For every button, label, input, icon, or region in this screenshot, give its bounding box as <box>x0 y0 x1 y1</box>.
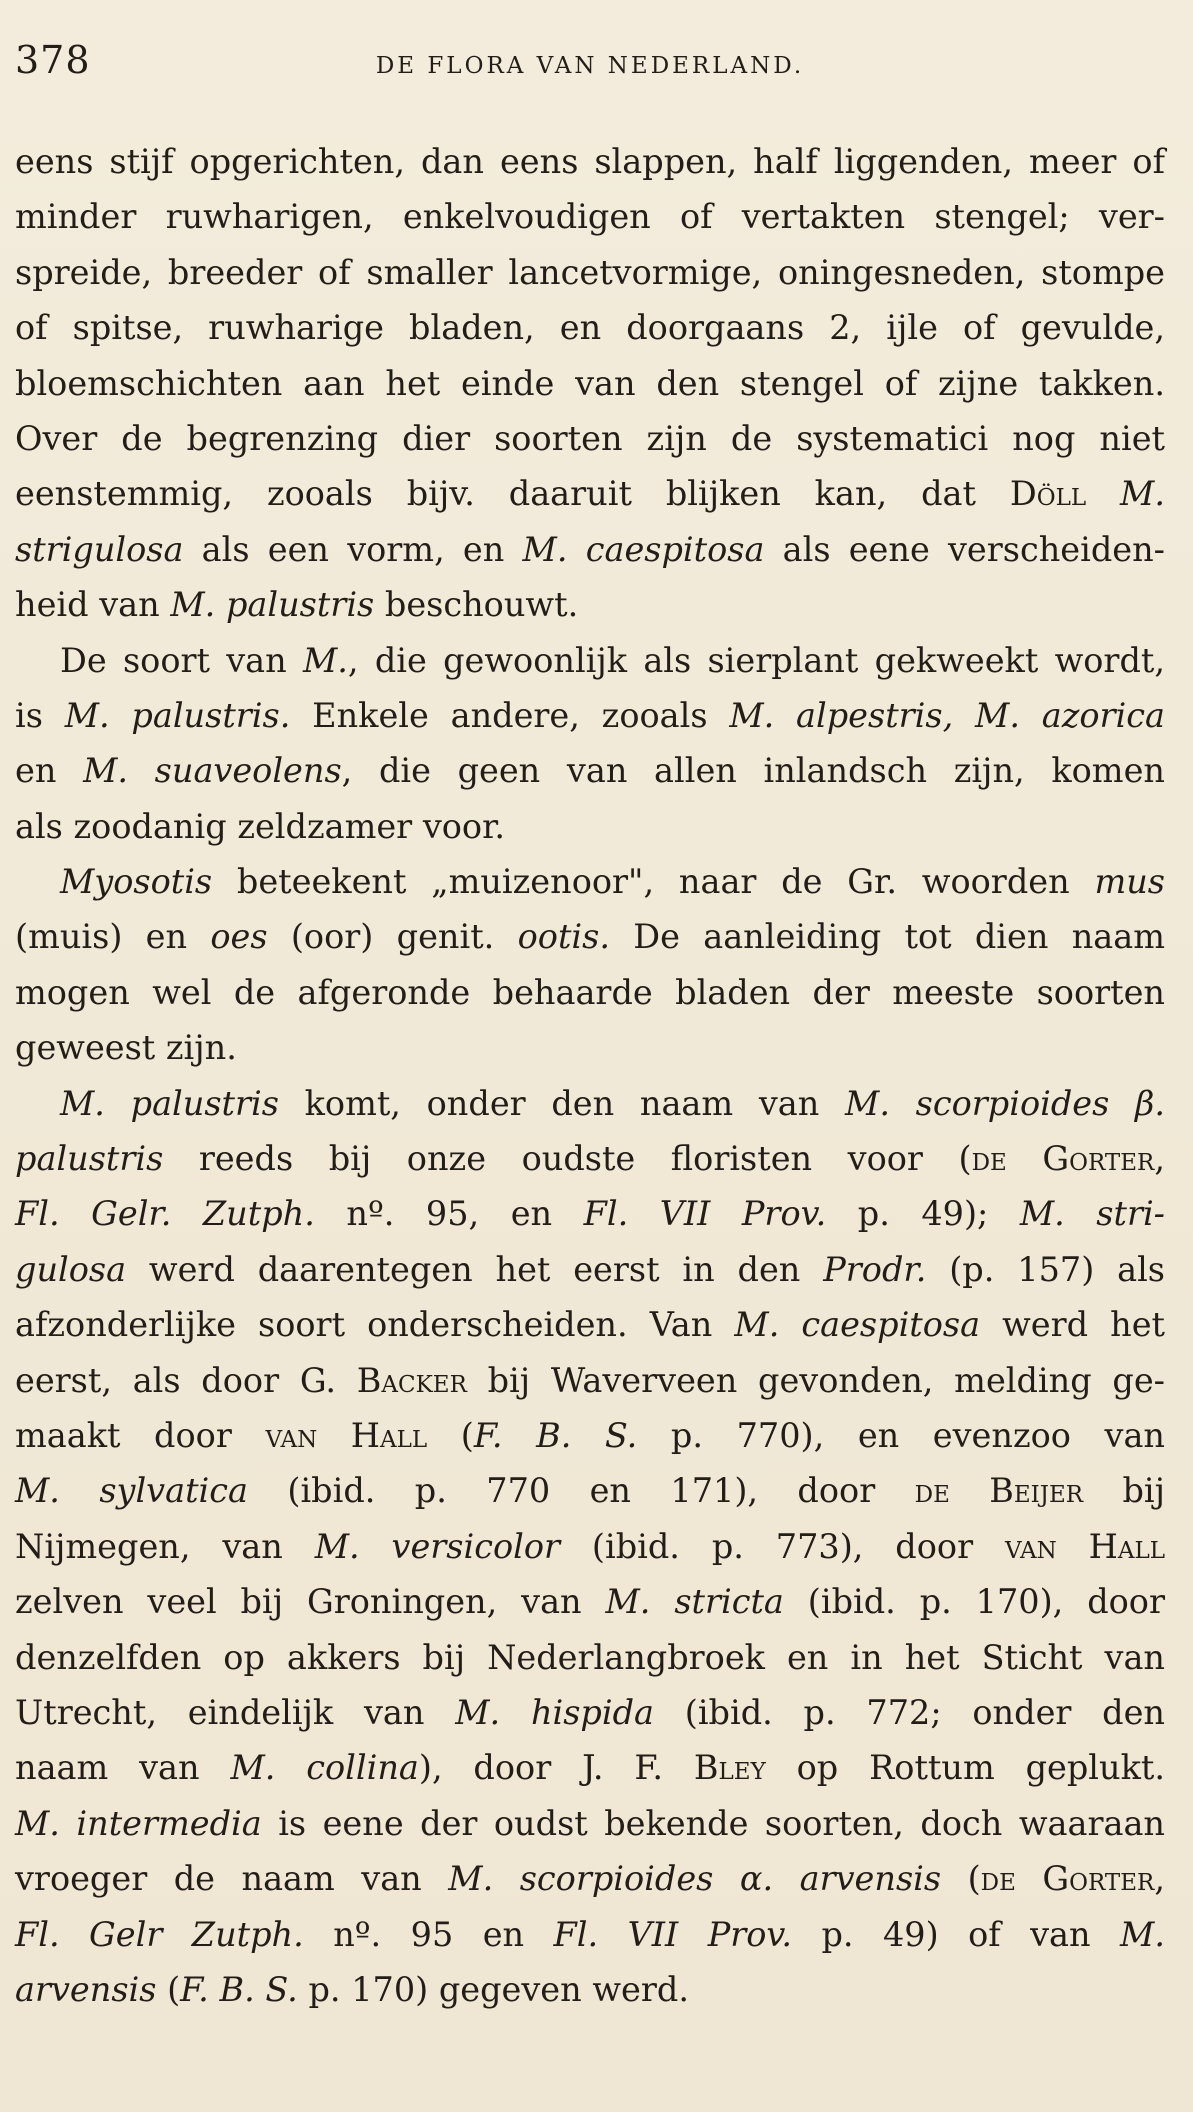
text-line <box>15 1242 1165 1297</box>
text-segment: ( <box>427 1415 474 1455</box>
italic-text: Fl. Gelr. Zutph. <box>15 1194 315 1234</box>
text-line <box>15 688 1165 743</box>
text-segment: mogen wel de afgeronde behaarde bladen der meeste soorten <box>15 972 1165 1012</box>
text-segment: werd daarentegen het eerst in den <box>126 1249 824 1289</box>
text-segment: geweest zijn. <box>15 1028 237 1068</box>
italic-text: M. intermedia <box>15 1803 262 1843</box>
text-line <box>15 1907 1165 1962</box>
page-number: 378 <box>15 38 91 82</box>
italic-text: M. <box>1120 1914 1165 1954</box>
text-line <box>15 1131 1165 1186</box>
text-segment: beteekent „muizenoor", naar de Gr. woorden <box>212 862 1095 902</box>
italic-text: Fl. VII Prov. <box>553 1914 793 1954</box>
text-segment: afzonderlijke soort onderscheiden. Van <box>15 1305 735 1345</box>
text-line <box>15 134 1165 189</box>
italic-text: M. alpestris, M. azorica <box>729 695 1165 735</box>
text-segment: vroeger de naam van <box>15 1859 449 1899</box>
text-segment: ( <box>941 1859 981 1899</box>
text-segment: (ibid. p. 170), door <box>783 1582 1165 1622</box>
italic-text: Myosotis <box>60 862 213 902</box>
body-text <box>15 134 1165 2017</box>
italic-text: oes <box>210 917 268 957</box>
italic-text: M. hispida <box>455 1692 654 1732</box>
text-segment: eenstemmig, zooals bijv. daaruit blijken kan, dat <box>15 474 1010 514</box>
text-segment: als zoodanig zeldzamer voor. <box>15 806 506 846</box>
italic-text: arvensis <box>15 1969 157 2009</box>
text-line <box>15 743 1165 798</box>
italic-text: M. <box>302 640 348 680</box>
italic-text: F. B. S. <box>473 1415 638 1455</box>
text-segment: p. 49) of van <box>792 1914 1121 1954</box>
text-segment: bij Waverveen gevonden, melding ge- <box>466 1360 1165 1400</box>
text-segment: is eene der oudst bekende soorten, doch waaraan <box>261 1803 1166 1843</box>
small-caps-text: van Hall <box>265 1415 428 1455</box>
text-line <box>15 577 1165 632</box>
small-caps-text: Döll <box>1009 474 1087 514</box>
text-segment: of spitse, ruwharige bladen, en doorgaans 2, ijle of gevulde, <box>15 308 1165 348</box>
italic-text: M. sylvatica <box>15 1471 248 1511</box>
text-segment: , die geen van allen inlandsch zijn, komen <box>341 751 1165 791</box>
text-line <box>15 633 1165 688</box>
text-line <box>15 909 1165 964</box>
text-line <box>15 1519 1165 1574</box>
text-segment: maakt door <box>15 1415 266 1455</box>
italic-text: M. scorpioides β. <box>845 1083 1165 1123</box>
text-segment: p. 49); <box>826 1194 1020 1234</box>
text-segment: heid van <box>15 585 171 625</box>
text-segment: als een vorm, en <box>183 529 523 569</box>
italic-text: M. palustris. <box>64 695 291 735</box>
italic-text: M. palustris <box>170 585 375 625</box>
italic-text: M. suaveolens <box>83 751 342 791</box>
text-segment: als eene verscheiden- <box>764 529 1165 569</box>
text-segment: (ibid. p. 772; onder den <box>654 1692 1166 1732</box>
italic-text: Fl. Gelr Zutph. <box>15 1914 304 1954</box>
text-line <box>15 854 1165 909</box>
text-segment: Over de begrenzing dier soorten zijn de systematici nog niet <box>15 418 1165 458</box>
italic-text: M. collina <box>230 1748 419 1788</box>
text-segment: (p. 157) als <box>926 1249 1165 1289</box>
text-segment: (ibid. p. 770 en 171), door <box>247 1471 915 1511</box>
italic-text: Fl. VII Prov. <box>583 1194 827 1234</box>
text-segment: komt, onder den naam van <box>278 1083 846 1123</box>
italic-text: F. B. S. <box>180 1969 298 2009</box>
text-segment: , <box>1154 1139 1166 1179</box>
text-segment: eerst, als door G. <box>15 1360 357 1400</box>
text-line <box>15 1685 1165 1740</box>
text-segment: bloemschichten aan het einde van den stengel of zijne takken. <box>15 363 1165 403</box>
text-segment: is <box>15 695 65 735</box>
text-line <box>15 1796 1165 1851</box>
text-segment: (ibid. p. 773), door <box>560 1526 1005 1566</box>
text-line <box>15 245 1165 300</box>
italic-text: M. stricta <box>605 1582 784 1622</box>
italic-text: M. versicolor <box>314 1526 561 1566</box>
text-line <box>15 1020 1165 1075</box>
small-caps-text: Bley <box>693 1748 766 1788</box>
text-segment: nº. 95, en <box>314 1194 584 1234</box>
small-caps-text: de Gorter <box>980 1859 1155 1899</box>
italic-text: M. stri- <box>1019 1194 1166 1234</box>
text-line <box>15 1463 1165 1518</box>
italic-text: strigulosa <box>15 529 184 569</box>
text-segment: , <box>1154 1859 1166 1899</box>
text-line <box>15 300 1165 355</box>
text-segment: Utrecht, eindelijk van <box>15 1692 456 1732</box>
italic-text: M. caespitosa <box>522 529 765 569</box>
italic-text: Prodr. <box>823 1249 927 1289</box>
italic-text: mus <box>1094 862 1165 902</box>
text-segment: minder ruwharigen, enkelvoudigen of vertakten stengel; ver- <box>15 197 1165 237</box>
text-line <box>15 1408 1165 1463</box>
text-segment: werd het <box>980 1305 1165 1345</box>
text-segment: , die gewoonlijk als sierplant gekweekt wordt, <box>347 640 1165 680</box>
text-segment: De aanleiding tot dien naam <box>609 917 1165 957</box>
text-segment: op Rottum geplukt. <box>765 1748 1165 1788</box>
text-segment: eens stijf opgerichten, dan eens slappen, half liggenden, meer of <box>15 142 1165 181</box>
italic-text: gulosa <box>15 1249 127 1289</box>
italic-text: palustris <box>15 1139 164 1179</box>
text-segment: beschouwt. <box>374 585 579 625</box>
text-segment: zelven veel bij Groningen, van <box>15 1582 606 1622</box>
italic-text: ootis. <box>517 917 610 957</box>
text-segment: ), door J. F. <box>418 1748 694 1788</box>
text-segment: reeds bij onze oudste floristen voor ( <box>163 1139 972 1179</box>
text-segment: en <box>15 751 84 791</box>
text-segment: Enkele andere, zooals <box>290 695 730 735</box>
italic-text: M. scorpioides α. arvensis <box>448 1859 942 1899</box>
italic-text: M. caespitosa <box>734 1305 981 1345</box>
text-line <box>15 1186 1165 1241</box>
page-header <box>15 38 1165 82</box>
text-line <box>15 522 1165 577</box>
text-line <box>15 1076 1165 1131</box>
small-caps-text: de Gorter <box>971 1139 1155 1179</box>
text-segment: Nijmegen, van <box>15 1526 315 1566</box>
small-caps-text: van Hall <box>1004 1526 1165 1566</box>
text-segment: p. 770), en evenzoo van <box>637 1415 1165 1455</box>
text-line <box>15 1962 1165 2017</box>
text-segment: naam van <box>15 1748 231 1788</box>
text-line <box>15 1353 1165 1408</box>
text-segment: (oor) genit. <box>267 917 518 957</box>
italic-text: M. <box>1120 474 1165 514</box>
text-segment: (muis) en <box>15 917 211 957</box>
text-line <box>15 1297 1165 1352</box>
text-segment <box>1086 474 1120 513</box>
text-line <box>15 189 1165 244</box>
text-segment: bij <box>1083 1471 1165 1511</box>
text-line <box>15 965 1165 1020</box>
text-line <box>15 466 1165 521</box>
text-segment: nº. 95 en <box>303 1914 554 1954</box>
text-line <box>15 1740 1165 1795</box>
text-segment: p. 170) gegeven werd. <box>297 1969 689 2009</box>
text-segment: De soort van <box>60 640 303 680</box>
text-line <box>15 1574 1165 1629</box>
italic-text: M. palustris <box>60 1083 279 1123</box>
text-segment: ( <box>156 1969 181 2009</box>
text-segment: spreide, breeder of smaller lancetvormige, oningesneden, stompe <box>15 252 1165 292</box>
text-line <box>15 411 1165 466</box>
text-segment: denzelfden op akkers bij Nederlangbroek en in het Sticht van <box>15 1637 1165 1677</box>
text-line <box>15 356 1165 411</box>
small-caps-text: de Beijer <box>914 1471 1084 1511</box>
text-line <box>15 799 1165 854</box>
text-line <box>15 1630 1165 1685</box>
text-line <box>15 1851 1165 1906</box>
small-caps-text: Backer <box>356 1360 467 1400</box>
running-title: DE FLORA VAN NEDERLAND. <box>375 53 805 79</box>
